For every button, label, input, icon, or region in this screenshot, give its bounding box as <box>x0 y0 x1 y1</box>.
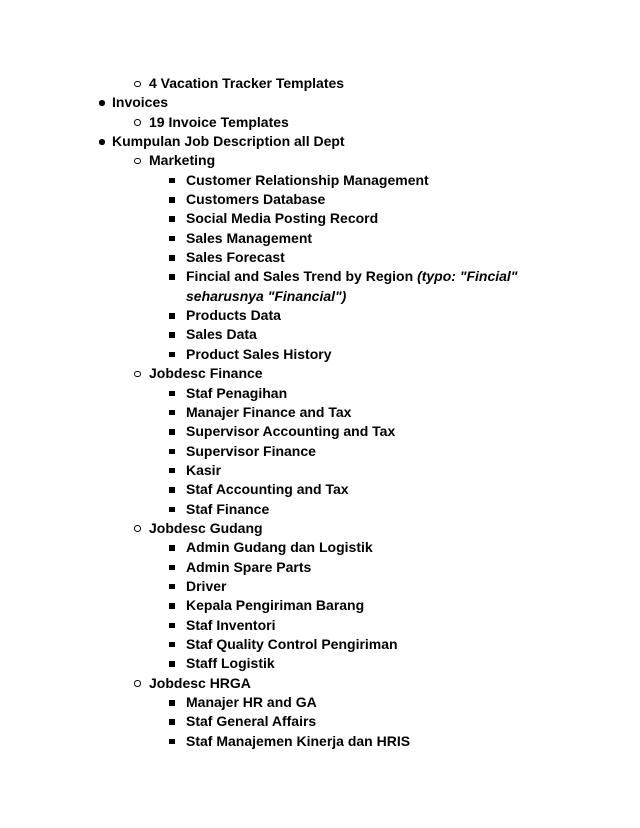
list-item-text <box>186 538 565 557</box>
list-item-label: Staf Manajemen Kinerja dan HRIS <box>186 732 411 749</box>
list-item <box>0 480 640 499</box>
bullet-square-icon <box>169 352 175 358</box>
list-item <box>0 519 640 538</box>
list-item-label: Sales Forecast <box>186 249 285 266</box>
list-item-label: Staf Inventori <box>186 616 276 633</box>
list-item-text <box>186 209 565 228</box>
bullet-square-icon <box>169 565 175 571</box>
list-item <box>0 325 640 344</box>
list-item <box>0 306 640 325</box>
list-item-label: Kasir <box>186 461 222 478</box>
list-item <box>0 248 640 267</box>
list-item-label: Customers Database <box>186 191 326 208</box>
list-item <box>0 229 640 248</box>
bullet-square-icon <box>169 274 175 280</box>
list-item-label: Supervisor Finance <box>186 442 316 459</box>
list-item-label: Fincial and Sales Trend by Region <box>186 268 418 285</box>
list-item-label: Staf Penagihan <box>186 384 288 401</box>
list-item-text <box>186 248 565 267</box>
list-item <box>0 693 640 712</box>
list-item-label: Sales Management <box>186 229 313 246</box>
bullet-square-icon <box>169 332 175 338</box>
list-item <box>0 74 640 93</box>
bullet-square-icon <box>169 739 175 745</box>
list-item-text <box>186 306 565 325</box>
list-item-label: Manajer Finance and Tax <box>186 403 352 420</box>
list-item-text <box>112 132 565 151</box>
list-item-text <box>186 577 565 596</box>
list-item-text <box>186 403 565 422</box>
list-item-text <box>186 732 565 751</box>
list-item-text <box>186 345 565 364</box>
list-item-text <box>149 74 565 93</box>
list-item <box>0 422 640 441</box>
list-item <box>0 732 640 751</box>
list-item-text <box>186 558 565 577</box>
list-item-label: Jobdesc Gudang <box>149 519 263 536</box>
list-item-text <box>186 190 565 209</box>
list-item-text <box>186 596 565 615</box>
bullet-square-icon <box>169 700 175 706</box>
list-item <box>0 403 640 422</box>
list-item-text <box>186 422 565 441</box>
list-item-text <box>186 442 565 461</box>
bullet-circle-icon <box>134 525 141 532</box>
bullet-square-icon <box>169 661 175 667</box>
list-item-label: Staf General Affairs <box>186 713 317 730</box>
list-item-label: Staf Accounting and Tax <box>186 481 349 498</box>
list-item <box>0 538 640 557</box>
list-item-text <box>186 712 565 731</box>
list-item-label: Customer Relationship Management <box>186 171 429 188</box>
list-item <box>0 190 640 209</box>
bullet-square-icon <box>169 236 175 242</box>
bullet-square-icon <box>169 178 175 184</box>
list-item <box>0 461 640 480</box>
bullet-square-icon <box>169 507 175 513</box>
bullet-disc-icon <box>99 100 105 106</box>
list-item <box>0 616 640 635</box>
bullet-square-icon <box>169 468 175 474</box>
list-item-text <box>186 635 565 654</box>
bullet-square-icon <box>169 216 175 222</box>
bullet-disc-icon <box>99 139 105 145</box>
list-item-text <box>186 229 565 248</box>
list-item <box>0 209 640 228</box>
list-item-label: Admin Gudang dan Logistik <box>186 539 373 556</box>
bullet-square-icon <box>169 584 175 590</box>
list-item <box>0 267 640 306</box>
bullet-circle-icon <box>134 81 141 88</box>
bullet-square-icon <box>169 449 175 455</box>
list-item-text <box>186 480 565 499</box>
list-item <box>0 596 640 615</box>
bullet-square-icon <box>169 391 175 397</box>
bullet-circle-icon <box>134 119 141 126</box>
list-item-text <box>149 113 565 132</box>
list-item-label: Supervisor Accounting and Tax <box>186 423 396 440</box>
list-item <box>0 345 640 364</box>
list-item-label: Social Media Posting Record <box>186 210 379 227</box>
list-item <box>0 577 640 596</box>
list-item <box>0 364 640 383</box>
list-item <box>0 712 640 731</box>
list-item-text <box>186 325 565 344</box>
list-item-label: Staf Finance <box>186 500 270 517</box>
list-item-text <box>112 93 565 112</box>
list-item-label: Driver <box>186 577 227 594</box>
list-item-label: Staf Quality Control Pengiriman <box>186 635 398 652</box>
list-item-text <box>149 674 565 693</box>
bullet-square-icon <box>169 545 175 551</box>
list-item-label: Kumpulan Job Description all Dept <box>112 133 345 150</box>
list-item-label: 19 Invoice Templates <box>149 113 289 130</box>
bullet-square-icon <box>169 410 175 416</box>
list-item-label: Jobdesc Finance <box>149 365 263 382</box>
list-item-text <box>186 461 565 480</box>
list-item-label: 4 Vacation Tracker Templates <box>149 75 345 91</box>
list-item-text <box>186 267 565 306</box>
list-item-label: Staff Logistik <box>186 655 275 672</box>
list-item-text <box>149 151 565 170</box>
list-item <box>0 635 640 654</box>
list-item <box>0 132 640 151</box>
bullet-square-icon <box>169 487 175 493</box>
list-item-label: Jobdesc HRGA <box>149 674 251 691</box>
bullet-square-icon <box>169 255 175 261</box>
list-item-label: Marketing <box>149 152 216 169</box>
bullet-circle-icon <box>134 158 141 165</box>
list-item <box>0 113 640 132</box>
bullet-square-icon <box>169 429 175 435</box>
list-item <box>0 674 640 693</box>
list-item-label: Kepala Pengiriman Barang <box>186 597 365 614</box>
bullet-square-icon <box>169 603 175 609</box>
list-item <box>0 171 640 190</box>
bullet-square-icon <box>169 313 175 319</box>
list-item <box>0 558 640 577</box>
list-item-text <box>149 364 565 383</box>
bullet-square-icon <box>169 197 175 203</box>
list-item-label: Product Sales History <box>186 345 332 362</box>
list-item-text <box>186 693 565 712</box>
bullet-circle-icon <box>134 680 141 687</box>
list-item-text <box>149 519 565 538</box>
bullet-square-icon <box>169 642 175 648</box>
bullet-square-icon <box>169 623 175 629</box>
list-item-label: Admin Spare Parts <box>186 558 312 575</box>
list-item-label: Invoices <box>112 94 169 111</box>
bullet-square-icon <box>169 719 175 725</box>
list-item-label: Sales Data <box>186 326 257 343</box>
list-item-text <box>186 500 565 519</box>
list-item-text <box>186 616 565 635</box>
list-item <box>0 151 640 170</box>
list-item <box>0 442 640 461</box>
list-item-text <box>186 171 565 190</box>
list-item-text <box>186 654 565 673</box>
list-item <box>0 384 640 403</box>
list-item <box>0 93 640 112</box>
bullet-circle-icon <box>134 371 141 378</box>
typo-note: (typo: "Fincial" seharusnya "Financial") <box>186 268 518 304</box>
list-item-label: Manajer HR and GA <box>186 694 317 710</box>
list-item <box>0 654 640 673</box>
bulleted-list <box>0 74 640 751</box>
list-item-label: Products Data <box>186 307 281 324</box>
list-item-text <box>186 384 565 403</box>
list-item <box>0 500 640 519</box>
